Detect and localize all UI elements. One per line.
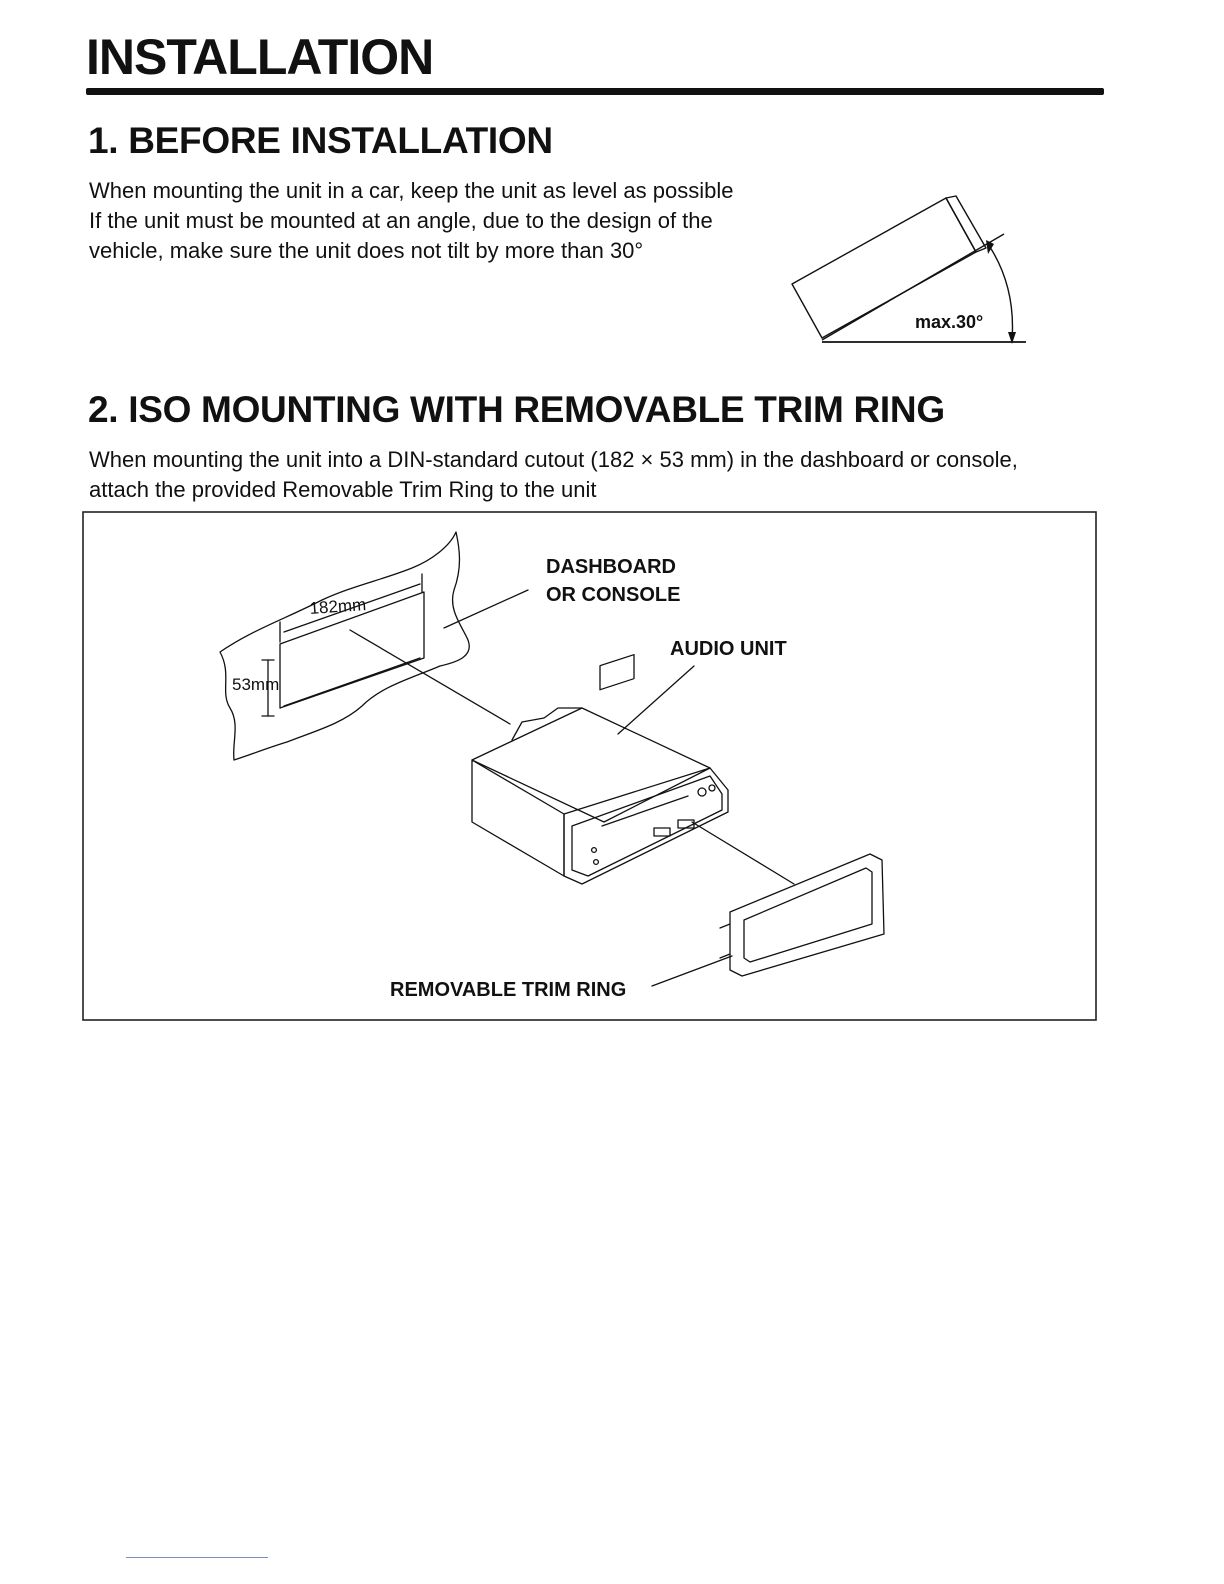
width-dimension-label: 182mm (308, 595, 367, 618)
section1-paragraph (89, 176, 809, 266)
audio-unit-left-side (472, 760, 564, 876)
height-dimension-label: 53mm (232, 675, 280, 694)
knob-1 (698, 788, 706, 796)
knob-2 (709, 785, 715, 791)
audio-unit-leader-line (618, 666, 694, 734)
max-angle-label: max.30° (915, 312, 984, 332)
section2-paragraph (89, 445, 1119, 505)
section1-heading: 1. BEFORE INSTALLATION (88, 120, 553, 161)
iso-mounting-figure (82, 510, 1098, 1022)
display-window (600, 655, 634, 690)
audio-unit-front-panel (564, 768, 728, 884)
small-button (594, 860, 599, 865)
button-block-2 (678, 820, 694, 828)
section1-line: vehicle, make sure the unit does not tilt by more than 30° (89, 238, 644, 263)
dashboard-label-line2: OR CONSOLE (546, 584, 681, 606)
audio-unit-label: AUDIO UNIT (670, 638, 787, 660)
page-title: INSTALLATION (86, 29, 434, 85)
trim-ring-label: REMOVABLE TRIM RING (390, 979, 627, 1001)
trim-ring-inner (744, 868, 872, 962)
insertion-guide-line (350, 630, 510, 724)
dashboard-label-line1: DASHBOARD (546, 556, 676, 578)
section2-line: When mounting the unit into a DIN-standard cutout (182 × 53 mm) in the dashboard or console, (89, 447, 1018, 472)
tilt-angle-figure (780, 182, 1040, 358)
title-underline (86, 88, 1104, 95)
angle-arc (988, 244, 1013, 340)
tilted-unit-side-face (946, 196, 986, 252)
section1-line: When mounting the unit in a car, keep the unit as level as possible (89, 178, 734, 203)
button-block (654, 828, 670, 836)
dashboard-panel-outline (220, 532, 469, 760)
section2-line: attach the provided Removable Trim Ring to the unit (89, 477, 597, 502)
dashboard-leader-line (444, 590, 528, 628)
trim-ring-leader-line (652, 956, 732, 986)
small-button (592, 848, 597, 853)
trim-ring-clip-top (720, 924, 730, 928)
trim-ring-outer (730, 854, 884, 976)
section2-heading: 2. ISO MOUNTING WITH REMOVABLE TRIM RING (88, 389, 945, 430)
section1-line: If the unit must be mounted at an angle, due to the design of the (89, 208, 713, 233)
footer-rule (126, 1557, 268, 1558)
trim-ring-guide-line (692, 822, 794, 884)
